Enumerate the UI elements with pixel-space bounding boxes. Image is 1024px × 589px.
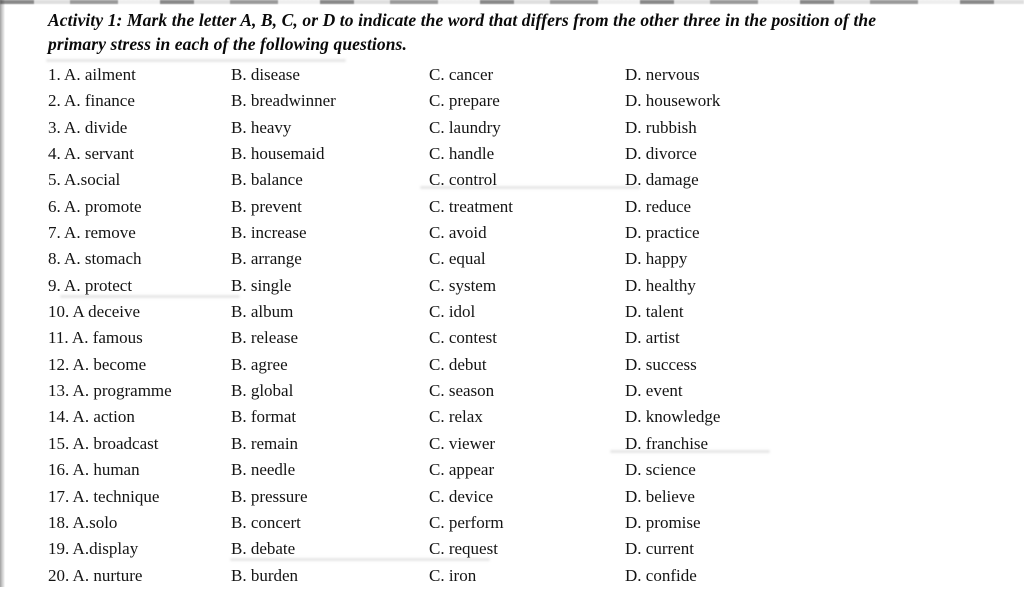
option-c: C. debut — [429, 354, 487, 374]
option-a: 9. A. protect — [48, 275, 133, 295]
question-row — [48, 194, 988, 220]
option-a: 11. A. famous — [48, 328, 143, 348]
option-a: 20. A. nurture — [48, 565, 143, 585]
option-d: D. housework — [625, 91, 721, 111]
option-d: D. happy — [625, 249, 688, 269]
option-b: B. pressure — [231, 486, 308, 506]
option-a: 13. A. programme — [48, 381, 172, 401]
question-row — [48, 484, 988, 510]
option-d: D. science — [625, 460, 696, 480]
option-d: D. knowledge — [625, 407, 721, 427]
option-b: B. housemaid — [231, 144, 325, 164]
question-row — [48, 167, 988, 193]
question-row — [48, 563, 988, 589]
option-c: C. contest — [429, 328, 497, 348]
option-c: C. laundry — [429, 117, 501, 137]
question-row — [48, 299, 988, 325]
option-a: 2. A. finance — [48, 91, 135, 111]
option-a: 16. A. human — [48, 460, 140, 480]
option-b: B. disease — [231, 65, 300, 84]
option-b: B. breadwinner — [231, 91, 336, 111]
option-c: C. appear — [429, 460, 495, 480]
option-b: B. single — [231, 275, 292, 295]
option-b: B. increase — [231, 223, 307, 243]
option-d: D. event — [625, 381, 683, 401]
option-a: 17. A. technique — [48, 486, 160, 506]
question-row — [48, 378, 988, 404]
option-c: C. cancer — [429, 65, 494, 84]
option-b: B. album — [231, 302, 294, 322]
question-row — [48, 88, 988, 114]
option-c: C. device — [429, 486, 494, 506]
question-row — [48, 62, 988, 88]
option-c: C. treatment — [429, 196, 514, 216]
option-d: D. franchise — [625, 433, 709, 453]
option-d: D. damage — [625, 170, 699, 190]
question-row — [48, 115, 988, 141]
option-b: B. arrange — [231, 249, 302, 269]
option-d: D. divorce — [625, 144, 697, 164]
option-b: B. balance — [231, 170, 303, 190]
option-d: D. reduce — [625, 196, 692, 216]
option-d: D. promise — [625, 512, 701, 532]
option-d: D. artist — [625, 328, 680, 348]
option-d: D. rubbish — [625, 117, 697, 137]
option-b: B. debate — [231, 539, 296, 559]
question-row — [48, 431, 988, 457]
question-row — [48, 220, 988, 246]
option-c: C. iron — [429, 565, 477, 585]
question-row — [48, 141, 988, 167]
scanned-page-edge — [0, 0, 5, 587]
option-c: C. prepare — [429, 91, 500, 111]
question-row — [48, 510, 988, 536]
option-b: B. global — [231, 381, 294, 401]
option-c: C. equal — [429, 249, 486, 269]
option-c: C. request — [429, 539, 498, 559]
option-b: B. remain — [231, 433, 299, 453]
option-c: C. control — [429, 170, 497, 190]
option-b: B. agree — [231, 354, 288, 374]
option-a: 19. A.display — [48, 539, 139, 559]
option-a: 8. A. stomach — [48, 249, 142, 269]
option-d: D. believe — [625, 486, 695, 506]
option-b: B. concert — [231, 512, 301, 532]
option-a: 10. A deceive — [48, 302, 141, 322]
option-b: B. needle — [231, 460, 296, 480]
activity-instruction: Activity 1: Mark the letter A, B, C, or D to indicate the word that differs from the other three in the position of the primary stress in each of the following questions. — [48, 10, 877, 54]
question-row — [48, 536, 988, 562]
option-b: B. heavy — [231, 117, 292, 137]
option-b: B. release — [231, 328, 299, 348]
question-row — [48, 404, 988, 430]
option-c: C. avoid — [429, 223, 487, 243]
option-a: 5. A.social — [48, 170, 121, 190]
option-c: C. viewer — [429, 433, 496, 453]
option-a: 18. A.solo — [48, 512, 118, 532]
question-row — [48, 273, 988, 299]
option-a: 14. A. action — [48, 407, 135, 427]
option-b: B. format — [231, 407, 297, 427]
question-list — [48, 62, 988, 589]
option-b: B. burden — [231, 565, 299, 585]
option-d: D. nervous — [625, 65, 700, 84]
worksheet-page — [48, 9, 988, 589]
option-a: 15. A. broadcast — [48, 433, 159, 453]
question-row — [48, 457, 988, 483]
option-c: C. relax — [429, 407, 483, 427]
option-d: D. confide — [625, 565, 697, 585]
option-a: 12. A. become — [48, 354, 147, 374]
option-c: C. season — [429, 381, 495, 401]
option-a: 6. A. promote — [48, 196, 142, 216]
option-d: D. talent — [625, 302, 684, 322]
option-b: B. prevent — [231, 196, 302, 216]
question-row — [48, 325, 988, 351]
scan-artifact-top — [0, 0, 1024, 4]
option-c: C. idol — [429, 302, 476, 322]
option-a: 4. A. servant — [48, 144, 134, 164]
option-c: C. handle — [429, 144, 495, 164]
option-d: D. current — [625, 539, 694, 559]
option-a: 3. A. divide — [48, 117, 128, 137]
option-a: 7. A. remove — [48, 223, 136, 243]
question-row — [48, 352, 988, 378]
option-c: C. system — [429, 275, 497, 295]
option-d: D. healthy — [625, 275, 696, 295]
question-row — [48, 246, 988, 272]
option-c: C. perform — [429, 512, 504, 532]
option-d: D. success — [625, 354, 697, 374]
option-d: D. practice — [625, 223, 700, 243]
option-a: 1. A. ailment — [48, 65, 136, 84]
